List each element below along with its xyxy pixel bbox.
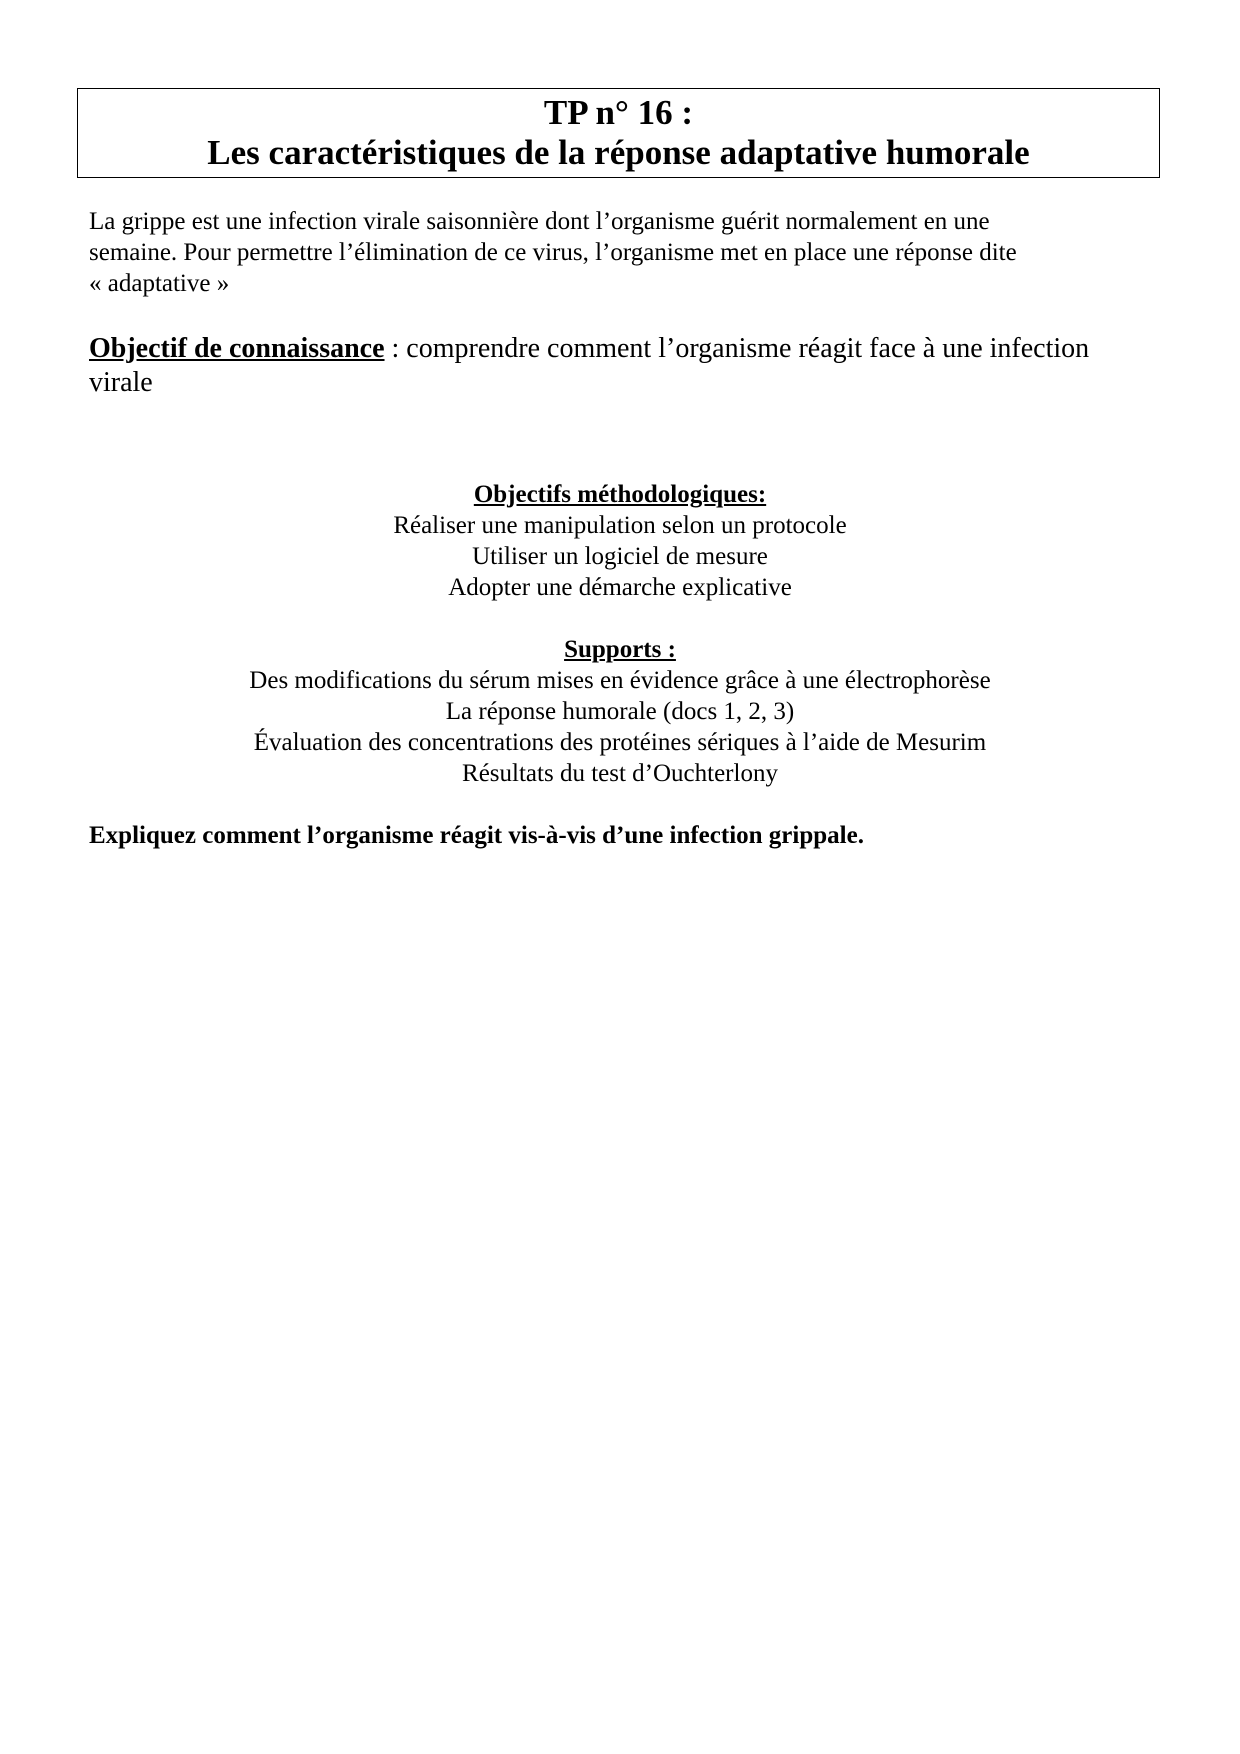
supports-item: La réponse humorale (docs 1, 2, 3) bbox=[445, 698, 795, 725]
supports-section bbox=[0, 634, 1240, 789]
methodology-item: Adopter une démarche explicative bbox=[448, 574, 792, 601]
supports-heading: Supports : bbox=[564, 636, 676, 663]
title-box bbox=[77, 88, 1160, 178]
knowledge-objective-text: : comprendre comment l’organisme réagit face à une infection virale bbox=[89, 333, 1090, 398]
page-title: Les caractéristiques de la réponse adaptative humorale bbox=[207, 133, 1030, 172]
methodology-item: Utiliser un logiciel de mesure bbox=[472, 543, 768, 570]
knowledge-objective-label: Objectif de connaissance bbox=[89, 333, 385, 364]
methodology-heading: Objectifs méthodologiques: bbox=[473, 481, 767, 508]
methodology-item: Réaliser une manipulation selon un protocole bbox=[393, 512, 847, 539]
supports-item: Évaluation des concentrations des protéines sériques à l’aide de Mesurim bbox=[253, 729, 987, 756]
knowledge-objective bbox=[89, 332, 1149, 400]
supports-item: Résultats du test d’Ouchterlony bbox=[462, 760, 778, 787]
intro-line: La grippe est une infection virale saisonnière dont l’organisme guérit normalement en une bbox=[89, 208, 990, 235]
intro-line: semaine. Pour permettre l’élimination de ce virus, l’organisme met en place une réponse dite bbox=[89, 239, 1017, 266]
page-title-number: TP n° 16 : bbox=[543, 93, 694, 132]
supports-item: Des modifications du sérum mises en évidence grâce à une électrophorèse bbox=[249, 667, 991, 694]
methodology-section bbox=[0, 479, 1240, 603]
main-question: Expliquez comment l’organisme réagit vis-à-vis d’une infection grippale. bbox=[89, 822, 864, 849]
intro-line: « adaptative » bbox=[89, 270, 230, 297]
intro-paragraph bbox=[89, 206, 1169, 299]
